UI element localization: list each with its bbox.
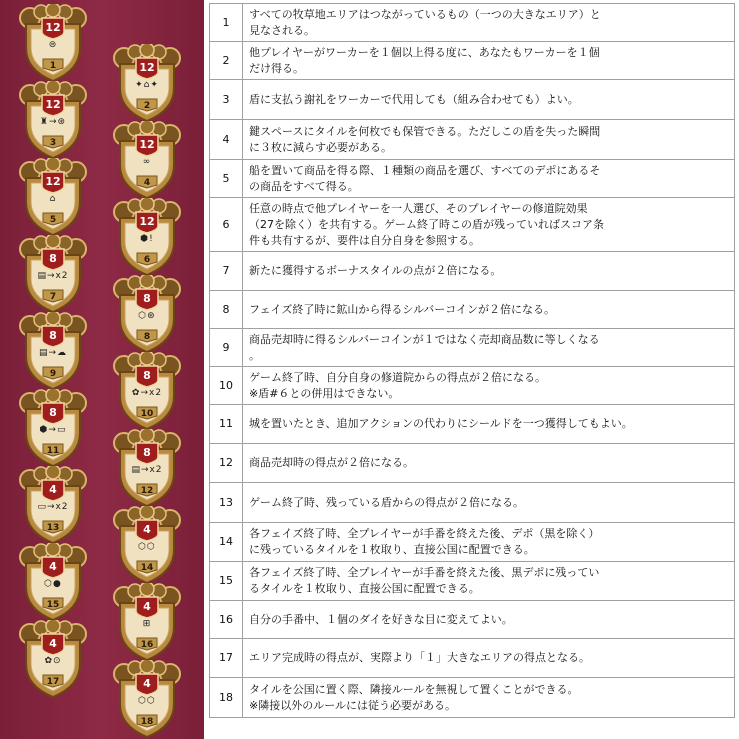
shield-number: 18 (140, 717, 154, 727)
shield-number: 3 (49, 138, 57, 148)
shield-10 (112, 352, 182, 430)
row-text-line: 件も共有するが、要件は自分自身を参照する。 (249, 233, 480, 247)
shield-effect-icon: ✦⌂✦ (135, 80, 159, 90)
shield-value: 8 (49, 406, 57, 419)
shield-4 (112, 121, 182, 199)
shield-16 (112, 583, 182, 661)
row-number: 18 (210, 678, 243, 718)
table-row (210, 483, 735, 523)
shield-effect-icon: ⬢→▭ (39, 425, 67, 435)
row-number: 13 (210, 483, 243, 523)
row-text-line: 新たに獲得するボーナスタイルの点が２倍になる。 (249, 264, 502, 277)
row-text-line: だけ得る。 (249, 61, 304, 75)
row-text-line: 任意の時点で他プレイヤーを一人選び、そのプレイヤーの修道院効果 (249, 201, 588, 215)
shield-17 (18, 620, 88, 698)
row-text (243, 523, 735, 562)
shield-number: 17 (46, 677, 60, 687)
shield-number: 7 (49, 292, 57, 302)
shield-effect-icon: ▤→x2 (131, 465, 163, 475)
row-number: 4 (210, 120, 243, 160)
table-row (210, 329, 735, 367)
row-text-line: ※盾#６との併用はできない。 (249, 386, 400, 400)
shield-number: 14 (140, 563, 154, 573)
table-row (210, 198, 735, 252)
row-text-line: の商品をすべて得る。 (249, 179, 359, 193)
shield-18 (112, 660, 182, 738)
shield-number: 8 (143, 332, 151, 342)
table-row (210, 562, 735, 601)
row-text-line: 鍵スペースにタイルを何枚でも保管できる。ただしこの盾を失った瞬間 (249, 124, 601, 138)
row-text (243, 4, 735, 42)
table-row (210, 523, 735, 562)
row-text-line: 商品売却時の得点が２倍になる。 (249, 456, 414, 469)
shield-value: 8 (143, 292, 151, 305)
row-text-line: フェイズ終了時に鉱山から得るシルバーコインが２倍になる。 (249, 302, 555, 316)
rules-table (209, 3, 735, 718)
row-text-line: 自分の手番中、１個のダイを好きな目に変えてよい。 (249, 612, 513, 626)
row-text-line: に３枚に減らす必要がある。 (249, 140, 392, 154)
row-text-line: ※隣接以外のルールには従う必要がある。 (249, 698, 456, 712)
row-number: 16 (210, 601, 243, 639)
row-number: 15 (210, 562, 243, 601)
table-row (210, 639, 735, 678)
shield-panel (0, 0, 204, 739)
row-number: 9 (210, 329, 243, 367)
row-text-line: るタイルを１枚取り、直接公国に配置できる。 (249, 582, 480, 595)
shield-number: 1 (49, 61, 57, 71)
table-row (210, 4, 735, 42)
row-text-line: 各フェイズ終了時、全プレイヤーが手番を終えた後、黒デポに残ってい (249, 566, 600, 579)
shield-number: 16 (140, 640, 154, 650)
row-text-line: 城を置いたとき、追加アクションの代わりにシールドを一つ獲得してもよい。 (249, 417, 633, 430)
row-text-line: 。 (249, 348, 260, 362)
shield-value: 12 (139, 138, 155, 151)
shield-number: 13 (46, 523, 60, 533)
shield-13 (18, 466, 88, 544)
row-text-line: 各フェイズ終了時、全プレイヤーが手番を終えた後、デポ（黒を除く） (249, 527, 600, 540)
row-text (243, 483, 735, 523)
table-row (210, 678, 735, 718)
row-text-line: 他プレイヤーがワーカーを１個以上得る度に、あなたもワーカーを１個 (249, 45, 600, 59)
shield-8 (112, 275, 182, 353)
shield-15 (18, 543, 88, 621)
shield-value: 4 (143, 600, 151, 613)
row-text (243, 198, 735, 252)
shield-value: 4 (143, 523, 151, 536)
row-number: 12 (210, 444, 243, 483)
shield-number: 6 (143, 255, 151, 265)
shield-effect-icon: ⌂ (49, 194, 57, 204)
shield-effect-icon: ▤→x2 (37, 271, 69, 281)
shield-3 (18, 81, 88, 159)
row-text (243, 291, 735, 329)
table-row (210, 405, 735, 444)
shield-effect-icon: ⬡● (44, 579, 62, 589)
shield-value: 4 (143, 677, 151, 690)
shield-7 (18, 235, 88, 313)
row-number: 7 (210, 252, 243, 291)
table-row (210, 444, 735, 483)
table-row (210, 42, 735, 80)
shield-value: 4 (49, 560, 57, 573)
shield-2 (112, 44, 182, 122)
shield-effect-icon: ⊞ (142, 619, 152, 629)
row-text-line: 商品売却時に得るシルバーコインが１ではなく売却商品数に等しくなる (249, 332, 600, 346)
row-text (243, 678, 735, 718)
shield-number: 5 (49, 215, 57, 225)
table-row (210, 252, 735, 291)
shield-effect-icon: ⊜ (48, 40, 58, 50)
shield-value: 4 (49, 483, 57, 496)
row-text (243, 639, 735, 678)
row-number: 8 (210, 291, 243, 329)
shield-effect-icon: ⬡⬡ (138, 542, 156, 552)
shield-effect-icon: ⬡⬡ (138, 696, 156, 706)
row-number: 5 (210, 160, 243, 198)
shield-11 (18, 389, 88, 467)
row-number: 6 (210, 198, 243, 252)
row-text (243, 80, 735, 120)
shield-effect-icon: ✿⊙ (44, 656, 62, 666)
row-text (243, 601, 735, 639)
shield-1 (18, 4, 88, 82)
row-text (243, 444, 735, 483)
shield-6 (112, 198, 182, 276)
row-text-line: 見なされる。 (249, 23, 315, 37)
row-number: 3 (210, 80, 243, 120)
shield-effect-icon: ♜→⊛ (39, 117, 67, 127)
shield-5 (18, 158, 88, 236)
row-number: 17 (210, 639, 243, 678)
row-text-line: 船を置いて商品を得る際、１種類の商品を選び、すべてのデポにあるそ (249, 163, 601, 177)
row-number: 10 (210, 367, 243, 405)
shield-value: 12 (45, 98, 61, 111)
shield-effect-icon: ∞ (142, 157, 152, 167)
row-text (243, 329, 735, 367)
row-number: 2 (210, 42, 243, 80)
row-text-line: ゲーム終了時、残っている盾からの得点が２倍になる。 (249, 495, 524, 509)
shield-value: 4 (49, 637, 57, 650)
shield-value: 8 (49, 329, 57, 342)
shield-effect-icon: ▭→x2 (37, 502, 69, 512)
shield-value: 12 (139, 61, 155, 74)
shield-number: 10 (140, 409, 154, 419)
shield-value: 12 (45, 21, 61, 34)
row-text-line: すべての牧草地エリアはつながっているもの（一つの大きなエリア）と (249, 7, 601, 21)
table-row (210, 160, 735, 198)
table-row (210, 291, 735, 329)
table-row (210, 80, 735, 120)
row-text-line: ゲーム終了時、自分自身の修道院からの得点が２倍になる。 (249, 370, 546, 384)
shield-9 (18, 312, 88, 390)
row-text (243, 405, 735, 444)
row-text (243, 562, 735, 601)
row-text (243, 120, 735, 160)
shield-number: 15 (46, 600, 60, 610)
table-row (210, 601, 735, 639)
row-text (243, 42, 735, 80)
row-text-line: 盾に支払う謝礼をワーカーで代用しても（組み合わせても）よい。 (249, 92, 579, 106)
shield-number: 4 (143, 178, 151, 188)
shield-number: 9 (49, 369, 57, 379)
row-text (243, 252, 735, 291)
row-text (243, 160, 735, 198)
shield-effect-icon: ▤→☁ (38, 348, 68, 358)
shield-value: 8 (143, 369, 151, 382)
row-number: 11 (210, 405, 243, 444)
row-text (243, 367, 735, 405)
shield-value: 12 (139, 215, 155, 228)
shield-value: 8 (143, 446, 151, 459)
row-text-line: エリア完成時の得点が、実際より「１」大きなエリアの得点となる。 (249, 651, 590, 664)
row-number: 1 (210, 4, 243, 42)
shield-value: 8 (49, 252, 57, 265)
row-text-line: （27を除く）を共有する。ゲーム終了時この盾が残っていればスコア条 (249, 217, 604, 231)
shield-12 (112, 429, 182, 507)
shield-number: 11 (46, 446, 60, 456)
shield-number: 2 (143, 101, 151, 111)
shield-effect-icon: ⬡⊛ (138, 311, 156, 321)
shield-14 (112, 506, 182, 584)
row-text-line: に残っているタイルを１枚取り、直接公国に配置できる。 (249, 543, 535, 556)
table-row (210, 367, 735, 405)
shield-effect-icon: ⬢! (140, 234, 154, 244)
shield-effect-icon: ✿→x2 (131, 388, 163, 398)
row-text-line: タイルを公国に置く際、隣接ルールを無視して置くことができる。 (249, 682, 579, 696)
shield-number: 12 (140, 486, 154, 496)
row-number: 14 (210, 523, 243, 562)
table-row (210, 120, 735, 160)
shield-value: 12 (45, 175, 61, 188)
